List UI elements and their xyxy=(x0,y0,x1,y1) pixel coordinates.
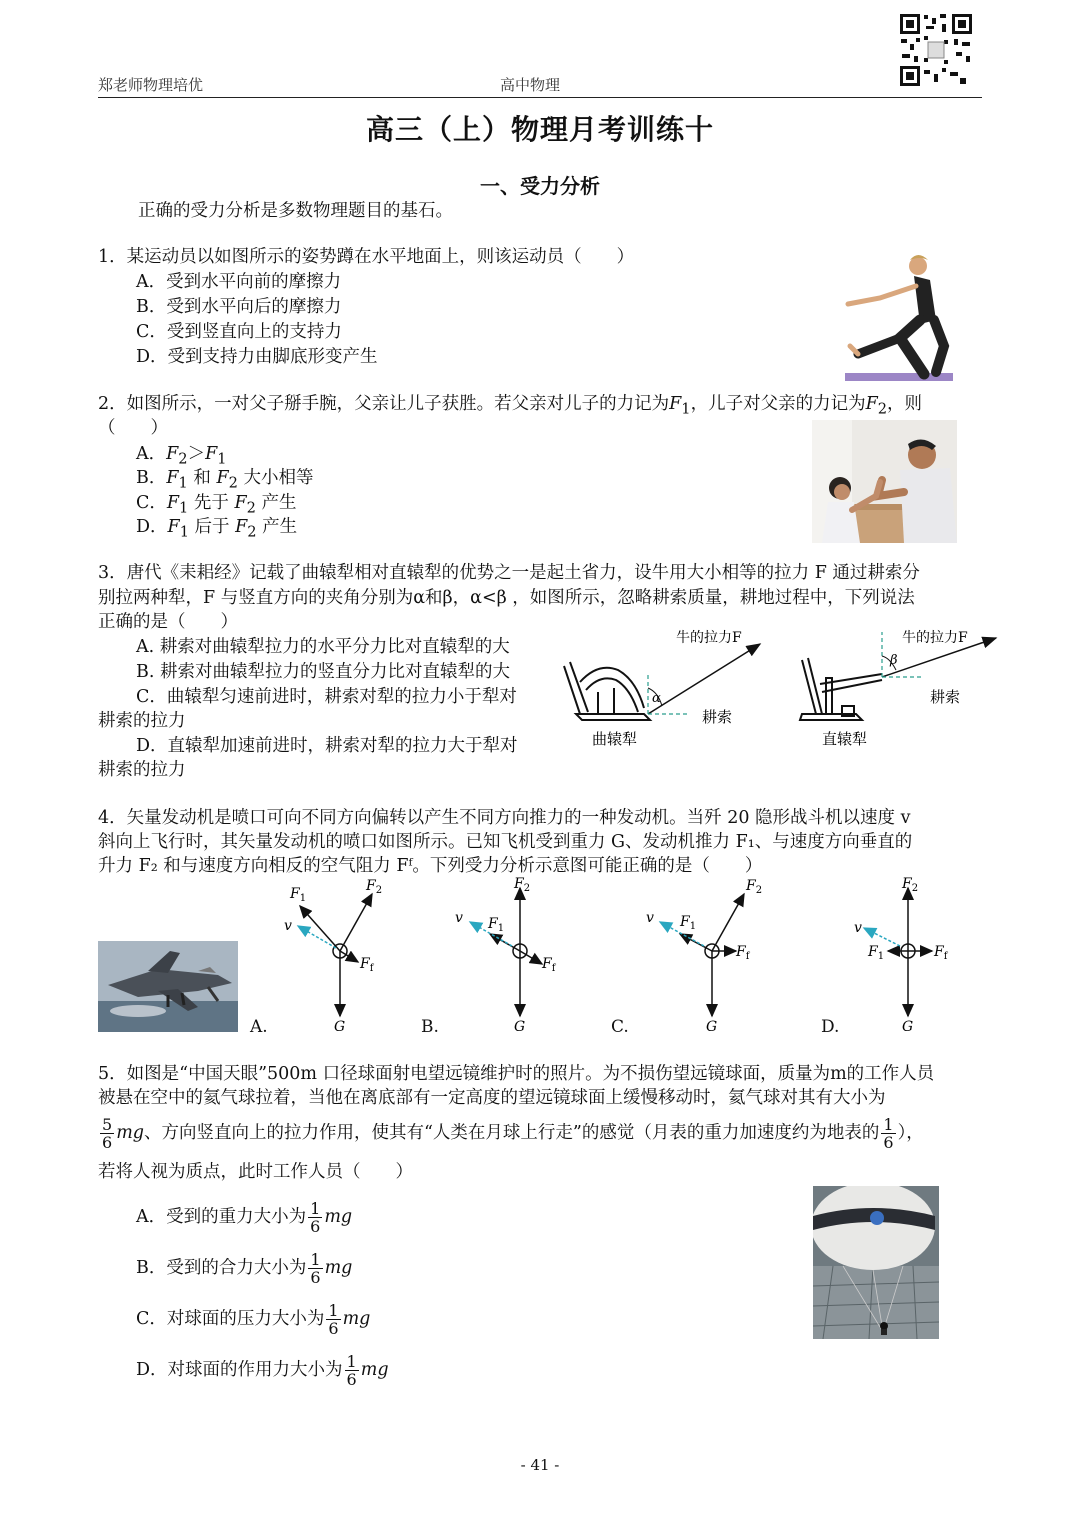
q2-stem: 2．如图所示，一对父子掰手腕，父亲让儿子获胜。若父亲对儿子的力记为$F_1$，儿子对父亲的力记为$F_2$，则 xyxy=(98,394,923,418)
q4-choice-a[interactable]: A. xyxy=(250,1017,268,1037)
q2-option-d[interactable]: D．$F_1$ 后于 $F_2$ 产生 xyxy=(136,517,298,541)
q3-line-1: 3．唐代《耒耜经》记载了曲辕犁相对直辕犁的优势之一是起土省力，设牛用大小相等的拉力 F 通过耕索分 xyxy=(98,563,920,583)
q5-option-b[interactable]: B．受到的合力大小为 $\frac{1}{6}$ mg xyxy=(136,1250,353,1287)
c-g-label: G xyxy=(706,1019,718,1035)
a-f1-label: $F_1$ xyxy=(290,886,307,904)
c-v-label: v xyxy=(646,910,654,926)
q1-option-c[interactable]: C．受到竖直向上的支持力 xyxy=(136,322,342,342)
fast-telescope-balloon-photo xyxy=(813,1186,939,1339)
q5-line-2: 被悬在空中的氦气球拉着，当他在离底部有一定高度的望远镜球面上缓慢移动时，氦气球对其有大小为 xyxy=(98,1088,886,1108)
a-ff-label: $F_f$ xyxy=(360,956,374,974)
d-g-label: G xyxy=(902,1019,914,1035)
arm-wrestling-photo xyxy=(812,420,957,543)
straight-plow-label: 直辕犁 xyxy=(822,730,868,748)
curved-plow-figure xyxy=(558,622,768,752)
q5-option-d[interactable]: D．对球面的作用力大小为 $\frac{1}{6}$ mg xyxy=(136,1352,389,1389)
b-g-label: G xyxy=(514,1019,526,1035)
d-ff-label: $F_f$ xyxy=(934,944,948,962)
q2-option-a[interactable]: A．$F_2>F_1$ xyxy=(136,444,227,468)
q1-stem: 1．某运动员以如图所示的姿势蹲在水平地面上，则该运动员（ ） xyxy=(98,247,635,267)
d-v-label: v xyxy=(854,920,862,936)
straight-plow-figure xyxy=(796,622,1006,752)
q1-option-b[interactable]: B．受到水平向后的摩擦力 xyxy=(136,297,342,317)
header-center: 高中物理 xyxy=(500,76,561,94)
q5-line-3: $\frac{5}{6}$ mg、方向竖直向上的拉力作用，使其有“人类在月球上行走”的感觉（月表的重力加速度约为地表的 $\frac{1}{6}$ ）， xyxy=(102,1115,924,1152)
d-f1-label: $F_1$ xyxy=(868,944,885,962)
diagram-c xyxy=(646,878,762,1035)
alpha-label: α xyxy=(652,691,661,706)
q3-line-3: 正确的是（ ） xyxy=(98,612,238,632)
q5-line-4: 若将人视为质点，此时工作人员（ ） xyxy=(98,1162,413,1182)
beta-label: β xyxy=(890,653,898,668)
q5-option-a[interactable]: A．受到的重力大小为 $\frac{1}{6}$ mg xyxy=(136,1199,353,1236)
q2-option-b[interactable]: B．$F_1$ 和 $F_2$ 大小相等 xyxy=(136,468,314,492)
force-diagrams xyxy=(0,876,1080,1041)
b-v-label: v xyxy=(455,910,463,926)
diagram-d xyxy=(854,876,949,1035)
curved-rope-label: 耕索 xyxy=(702,708,733,726)
q4-choice-c[interactable]: C. xyxy=(611,1017,629,1037)
q3-option-a[interactable]: A. 耕索对曲辕犁拉力的水平分力比对直辕犁的大 xyxy=(136,637,510,657)
q3-option-d[interactable]: D．直辕犁加速前进时，耕索对犁的拉力大于犁对 xyxy=(136,736,518,756)
a-f2-label: $F_2$ xyxy=(366,878,383,896)
b-ff-label: $F_f$ xyxy=(542,956,556,974)
q2-stem-line2: （ ） xyxy=(98,418,168,438)
page-number: - 41 - xyxy=(520,1456,560,1474)
straight-rope-label: 耕索 xyxy=(930,688,961,706)
q4-choice-b[interactable]: B. xyxy=(421,1017,439,1037)
curved-plow-label: 曲辕犁 xyxy=(592,730,638,748)
q4-line-3: 升力 F₂ 和与速度方向相反的空气阻力 Fᶠ。下列受力分析示意图可能正确的是（ ） xyxy=(98,856,763,876)
header-left: 郑老师物理培优 xyxy=(98,76,204,94)
q4-choice-d[interactable]: D. xyxy=(821,1017,840,1037)
q3-option-b[interactable]: B. 耕索对曲辕犁拉力的竖直分力比对直辕犁的大 xyxy=(136,662,510,682)
a-v-label: v xyxy=(284,918,292,934)
section-intro: 正确的受力分析是多数物理题目的基石。 xyxy=(138,201,453,221)
athlete-squat-photo xyxy=(840,250,960,385)
q1-option-a[interactable]: A．受到水平向前的摩擦力 xyxy=(136,272,342,292)
q4-line-1: 4．矢量发动机是喷口可向不同方向偏转以产生不同方向推力的一种发动机。当歼 20 隐形战斗机以速度 v xyxy=(98,808,911,828)
diagram-a xyxy=(284,878,382,1035)
c-f2-label: $F_2$ xyxy=(746,878,763,896)
a-g-label: G xyxy=(334,1019,346,1035)
q2-option-c[interactable]: C．$F_1$ 先于 $F_2$ 产生 xyxy=(136,493,297,517)
q3-option-d-cont: 耕索的拉力 xyxy=(98,760,186,780)
b-f2-label: $F_2$ xyxy=(514,876,531,894)
q3-option-c[interactable]: C．曲辕犁匀速前进时，耕索对犁的拉力小于犁对 xyxy=(136,687,517,707)
page-title: 高三（上）物理月考训练十 xyxy=(365,113,714,146)
c-f1-label: $F_1$ xyxy=(680,914,697,932)
q3-option-c-cont: 耕索的拉力 xyxy=(98,711,186,731)
q5-frac-56: $\frac{5}{6}$ xyxy=(102,1115,113,1152)
q5-option-c[interactable]: C．对球面的压力大小为 $\frac{1}{6}$ mg xyxy=(136,1301,371,1338)
curved-pull-label: 牛的拉力F xyxy=(676,630,742,646)
qr-code[interactable] xyxy=(898,12,974,88)
b-f1-label: $F_1$ xyxy=(488,916,505,934)
q4-line-2: 斜向上飞行时，其矢量发动机的喷口如图所示。已知飞机受到重力 G、发动机推力 F₁、与速度方向垂直的 xyxy=(98,832,913,852)
diagram-b xyxy=(455,876,557,1035)
header-rule xyxy=(98,97,982,98)
q1-option-d[interactable]: D．受到支持力由脚底形变产生 xyxy=(136,347,378,367)
c-ff-label: $F_f$ xyxy=(736,944,750,962)
section-heading: 一、受力分析 xyxy=(480,174,600,198)
q5-frac-16: $\frac{1}{6}$ xyxy=(883,1115,894,1152)
straight-pull-label: 牛的拉力F xyxy=(902,630,968,646)
d-f2-label: $F_2$ xyxy=(902,876,919,894)
q3-line-2: 别拉两种犁，F 与竖直方向的夹角分别为α和β，α<β ，如图所示，忽略耕索质量，耕地过程中，下列说法 xyxy=(98,588,915,608)
q5-line-1: 5．如图是“中国天眼”500m 口径球面射电望远镜维护时的照片。为不损伤望远镜球面，质量为m的工作人员 xyxy=(98,1064,935,1084)
